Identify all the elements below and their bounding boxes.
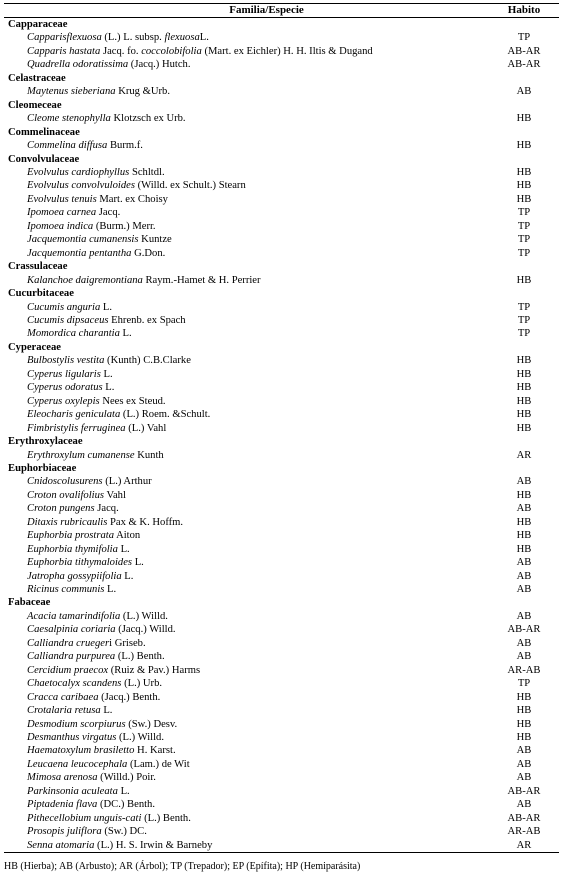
species-authority: (L.) Willd. bbox=[120, 610, 168, 622]
species-authority: (Kunth) C.B.Clarke bbox=[104, 355, 191, 367]
species-binomial: Maytenus sieberiana bbox=[27, 86, 116, 98]
species-name bbox=[4, 691, 489, 704]
species-row bbox=[4, 31, 559, 44]
species-authority: (L.) Benth. bbox=[141, 812, 191, 824]
species-binomial: Ditaxis rubricaulis bbox=[27, 516, 108, 528]
species-row bbox=[4, 704, 559, 717]
species-authority: (L.) Arthur bbox=[102, 476, 152, 488]
species-authority: (Sw.) Desv. bbox=[125, 718, 178, 730]
species-binomial: Ipomoea indica bbox=[27, 220, 94, 232]
species-authority: (Lam.) de Wit bbox=[127, 758, 190, 770]
habit-value: AB-AR bbox=[507, 59, 541, 71]
species-row bbox=[4, 798, 559, 811]
species-row bbox=[4, 233, 559, 246]
species-row bbox=[4, 812, 559, 825]
habit-value: AB bbox=[516, 557, 532, 569]
habit-value: AB-AR bbox=[507, 785, 541, 797]
family-row bbox=[4, 72, 559, 85]
species-name bbox=[4, 368, 489, 381]
species-row bbox=[4, 825, 559, 838]
species-authority: L. bbox=[100, 368, 113, 380]
species-table bbox=[4, 3, 559, 853]
species-name bbox=[4, 314, 489, 327]
species-name bbox=[4, 475, 489, 488]
table-header bbox=[4, 4, 559, 18]
species-row bbox=[4, 45, 559, 58]
species-row bbox=[4, 489, 559, 502]
species-authority: (Jacq.) Benth. bbox=[98, 691, 161, 703]
family-name: Cucurbitaceae bbox=[8, 288, 74, 300]
species-binomial: Calliandra purpurea bbox=[27, 651, 116, 663]
species-row bbox=[4, 691, 559, 704]
habit-value: HB bbox=[516, 166, 532, 178]
family-row bbox=[4, 462, 559, 475]
species-binomial: Piptadenia flava bbox=[27, 799, 98, 811]
species-binomial: Cleome stenophylla bbox=[27, 113, 111, 125]
species-name bbox=[4, 650, 489, 663]
species-row bbox=[4, 516, 559, 529]
species-binomial: Calliandra crueger bbox=[27, 637, 110, 649]
species-row bbox=[4, 422, 559, 435]
species-authority: L. bbox=[100, 705, 113, 717]
family-row bbox=[4, 596, 559, 609]
species-name bbox=[4, 556, 489, 569]
habit-value: HB bbox=[516, 180, 532, 192]
family-name: Fabaceae bbox=[8, 597, 51, 609]
habit-value: TP bbox=[517, 207, 531, 219]
species-binomial: Croton ovalifolius bbox=[27, 489, 105, 501]
habit-value: AB-AR bbox=[507, 45, 541, 57]
species-authority: (Jacq.) Willd. bbox=[115, 624, 176, 636]
habit-value: TP bbox=[517, 234, 531, 246]
species-binomial: Mimosa arenosa bbox=[27, 772, 98, 784]
species-name bbox=[4, 744, 489, 757]
species-binomial: Cyperus ligularis bbox=[27, 368, 101, 380]
species-binomial: Caesalpinia coriaria bbox=[27, 624, 116, 636]
species-binomial: Leucaena leucocephala bbox=[27, 758, 128, 770]
species-row bbox=[4, 771, 559, 784]
species-name bbox=[4, 45, 489, 58]
species-binomial: Momordica charantia bbox=[27, 328, 120, 340]
species-binomial: Pithecellobium unguis-cati bbox=[27, 812, 142, 824]
species-binomial: Cucumis anguria bbox=[27, 301, 101, 313]
habit-value: AB bbox=[516, 503, 532, 515]
species-binomial: Croton pungens bbox=[27, 503, 95, 515]
species-name bbox=[4, 610, 489, 623]
species-name bbox=[4, 543, 489, 556]
species-name bbox=[4, 112, 489, 125]
species-row bbox=[4, 583, 559, 596]
species-binomial: Cucumis dipsaceus bbox=[27, 314, 109, 326]
species-authority: (Jacq.) Hutch. bbox=[128, 59, 191, 71]
species-name bbox=[4, 637, 489, 650]
species-name bbox=[4, 274, 489, 287]
species-row bbox=[4, 193, 559, 206]
species-authority: L. bbox=[100, 301, 113, 313]
species-binomial: Euphorbia tithymaloides bbox=[27, 557, 133, 569]
habit-value: HB bbox=[516, 382, 532, 394]
species-row bbox=[4, 758, 559, 771]
species-name bbox=[4, 570, 489, 583]
habit-value: AR-AB bbox=[507, 664, 541, 676]
family-row bbox=[4, 287, 559, 300]
species-name bbox=[4, 301, 489, 314]
species-row bbox=[4, 650, 559, 663]
habit-value: HB bbox=[516, 193, 532, 205]
species-authority: Klotzsch ex Urb. bbox=[110, 113, 186, 125]
species-binomial: Quadrella odoratissima bbox=[27, 59, 129, 71]
species-binomial: Evolvulus convolvuloides bbox=[27, 180, 135, 192]
species-name bbox=[4, 395, 489, 408]
family-name: Celastraceae bbox=[8, 72, 66, 84]
species-authority: (Willd. ex Schult.) Stearn bbox=[134, 180, 246, 192]
column-header-habit: Habito bbox=[507, 4, 541, 16]
species-name bbox=[4, 85, 489, 98]
species-authority: Mart. ex Choisy bbox=[96, 193, 168, 205]
species-authority: H. Karst. bbox=[134, 745, 176, 757]
habit-value: HB bbox=[516, 368, 532, 380]
species-name bbox=[4, 354, 489, 367]
species-name bbox=[4, 731, 489, 744]
table-body bbox=[4, 18, 559, 852]
habit-value: AB bbox=[516, 772, 532, 784]
habit-value: AB-AR bbox=[507, 812, 541, 824]
species-name bbox=[4, 758, 489, 771]
habit-value: HB bbox=[516, 543, 532, 555]
species-row bbox=[4, 637, 559, 650]
habit-value: AR-AB bbox=[507, 826, 541, 838]
habit-value: HB bbox=[516, 274, 532, 286]
species-binomial: Acacia tamarindifolia bbox=[27, 610, 121, 622]
species-binomial: Cyperus oxylepis bbox=[27, 395, 100, 407]
species-authority: Krug &Urb. bbox=[115, 86, 170, 98]
species-name bbox=[4, 583, 489, 596]
species-authority: Aiton bbox=[114, 530, 141, 542]
habit-value: HB bbox=[516, 422, 532, 434]
habit-value: TP bbox=[517, 301, 531, 313]
species-name bbox=[4, 327, 489, 340]
species-row bbox=[4, 354, 559, 367]
species-binomial: Ipomoea carnea bbox=[27, 207, 97, 219]
species-authority: (Burm.) Merr. bbox=[93, 220, 156, 232]
family-row bbox=[4, 153, 559, 166]
species-binomial: Evolvulus cardiophyllus bbox=[27, 166, 130, 178]
species-name bbox=[4, 798, 489, 811]
species-binomial: Fimbristylis ferruginea bbox=[27, 422, 126, 434]
habit-value: HB bbox=[516, 355, 532, 367]
species-row bbox=[4, 314, 559, 327]
family-name: Convolvulaceae bbox=[8, 153, 80, 165]
species-row bbox=[4, 718, 559, 731]
table-footnote: HB (Hierba); AB (Arbusto); AR (Árbol); TP (Trepador); EP (Epífita); HP (Hemiparásita) bbox=[4, 861, 361, 872]
species-name bbox=[4, 785, 489, 798]
species-authority: (L.) Vahl bbox=[125, 422, 167, 434]
species-authority: Schltdl. bbox=[129, 166, 165, 178]
habit-value: AB bbox=[516, 745, 532, 757]
species-name bbox=[4, 233, 489, 246]
habit-value: HB bbox=[516, 409, 532, 421]
habit-value: AB bbox=[516, 476, 532, 488]
species-authority: Kuntze bbox=[138, 234, 172, 246]
species-authority: L. bbox=[117, 785, 130, 797]
species-row bbox=[4, 85, 559, 98]
species-authority: L. bbox=[121, 570, 134, 582]
species-authority: (Sw.) DC. bbox=[101, 826, 147, 838]
habit-value: AB bbox=[516, 799, 532, 811]
species-row bbox=[4, 449, 559, 462]
species-row bbox=[4, 543, 559, 556]
species-binomial: Euphorbia thymifolia bbox=[27, 543, 118, 555]
species-row bbox=[4, 623, 559, 636]
habit-value: AB bbox=[516, 570, 532, 582]
species-binomial: Desmanthus virgatus bbox=[27, 732, 117, 744]
species-authority: (L.) Benth. bbox=[115, 651, 165, 663]
habit-value: HB bbox=[516, 705, 532, 717]
species-name bbox=[4, 718, 489, 731]
family-row bbox=[4, 260, 559, 273]
species-binomial: Capparis hastata bbox=[27, 45, 101, 57]
species-binomial: flexuosa bbox=[164, 32, 200, 44]
species-binomial: Evolvulus tenuis bbox=[27, 193, 97, 205]
species-row bbox=[4, 839, 559, 852]
habit-value: HB bbox=[516, 530, 532, 542]
habit-value: TP bbox=[517, 32, 531, 44]
species-row bbox=[4, 179, 559, 192]
species-row bbox=[4, 112, 559, 125]
species-authority: Burm.f. bbox=[107, 140, 143, 152]
family-name: Cyperaceae bbox=[8, 341, 61, 353]
species-name bbox=[4, 381, 489, 394]
species-name bbox=[4, 516, 489, 529]
habit-value: HB bbox=[516, 395, 532, 407]
species-name bbox=[4, 408, 489, 421]
species-binomial: Parkinsonia aculeata bbox=[27, 785, 118, 797]
species-name bbox=[4, 179, 489, 192]
species-authority: Pax & K. Hoffm. bbox=[107, 516, 184, 528]
habit-value: HB bbox=[516, 718, 532, 730]
species-authority: L. bbox=[199, 32, 209, 44]
species-name bbox=[4, 489, 489, 502]
species-authority: (L.) H. S. Irwin & Barneby bbox=[94, 839, 213, 851]
habit-value: HB bbox=[516, 516, 532, 528]
species-row bbox=[4, 368, 559, 381]
species-authority: (L.) L. subsp. bbox=[101, 32, 165, 44]
family-row bbox=[4, 435, 559, 448]
species-binomial: Senna atomaria bbox=[27, 839, 95, 851]
family-row bbox=[4, 126, 559, 139]
species-row bbox=[4, 166, 559, 179]
species-name bbox=[4, 677, 489, 690]
species-name bbox=[4, 825, 489, 838]
species-authority: L. bbox=[104, 584, 117, 596]
species-binomial: coccolobifolia bbox=[141, 45, 202, 57]
species-name bbox=[4, 206, 489, 219]
species-row bbox=[4, 274, 559, 287]
habit-value: TP bbox=[517, 678, 531, 690]
species-authority: Kunth bbox=[134, 449, 164, 461]
habit-value: HB bbox=[516, 489, 532, 501]
species-row bbox=[4, 381, 559, 394]
species-row bbox=[4, 408, 559, 421]
species-binomial: Jatropha gossypiifolia bbox=[27, 570, 122, 582]
species-name bbox=[4, 502, 489, 515]
species-name bbox=[4, 220, 489, 233]
habit-value: AB-AR bbox=[507, 624, 541, 636]
species-binomial: Cercidium praecox bbox=[27, 664, 109, 676]
species-authority: Jacq. bbox=[94, 503, 119, 515]
species-row bbox=[4, 247, 559, 260]
species-row bbox=[4, 475, 559, 488]
species-row bbox=[4, 529, 559, 542]
habit-value: HB bbox=[516, 113, 532, 125]
habit-value: TP bbox=[517, 220, 531, 232]
species-name bbox=[4, 139, 489, 152]
species-row bbox=[4, 327, 559, 340]
species-row bbox=[4, 785, 559, 798]
species-name bbox=[4, 839, 489, 852]
habit-value: HB bbox=[516, 140, 532, 152]
species-name bbox=[4, 422, 489, 435]
species-name bbox=[4, 623, 489, 636]
species-name bbox=[4, 58, 489, 71]
species-authority: i Griseb. bbox=[109, 637, 146, 649]
family-row bbox=[4, 341, 559, 354]
species-authority: (Willd.) Poir. bbox=[97, 772, 156, 784]
species-authority: (Ruiz & Pav.) Harms bbox=[108, 664, 201, 676]
species-name bbox=[4, 166, 489, 179]
species-binomial: Euphorbia prostrata bbox=[27, 530, 115, 542]
family-name: Euphorbiaceae bbox=[8, 462, 77, 474]
species-binomial: Eleocharis geniculata bbox=[27, 409, 121, 421]
habit-value: AR bbox=[516, 839, 532, 851]
species-name bbox=[4, 664, 489, 677]
species-name bbox=[4, 31, 489, 44]
species-name bbox=[4, 449, 489, 462]
species-binomial: Jacquemontia cumanensis bbox=[27, 234, 139, 246]
species-authority: G.Don. bbox=[131, 247, 166, 259]
species-binomial: Jacquemontia pentantha bbox=[27, 247, 132, 259]
species-binomial: Haematoxylum brasiletto bbox=[27, 745, 135, 757]
species-row bbox=[4, 677, 559, 690]
species-binomial: Commelina diffusa bbox=[27, 140, 108, 152]
species-authority: Raym.-Hamet & H. Perrier bbox=[142, 274, 261, 286]
species-row bbox=[4, 139, 559, 152]
species-row bbox=[4, 206, 559, 219]
species-authority: Jacq. bbox=[96, 207, 121, 219]
species-binomial: Capparisflexuosa bbox=[27, 32, 102, 44]
species-row bbox=[4, 220, 559, 233]
species-authority: Ehrenb. ex Spach bbox=[108, 314, 186, 326]
column-header-species: Familia/Especie bbox=[229, 4, 304, 16]
species-authority: (DC.) Benth. bbox=[97, 799, 155, 811]
species-binomial: Cyperus odoratus bbox=[27, 382, 103, 394]
species-authority: (L.) Willd. bbox=[116, 732, 164, 744]
family-name: Erythroxylaceae bbox=[8, 436, 83, 448]
species-name bbox=[4, 812, 489, 825]
species-binomial: Cracca caribaea bbox=[27, 691, 99, 703]
species-row bbox=[4, 556, 559, 569]
species-name bbox=[4, 529, 489, 542]
species-binomial: Cnidoscolusurens bbox=[27, 476, 103, 488]
species-binomial: Kalanchoe daigremontiana bbox=[27, 274, 143, 286]
species-name bbox=[4, 771, 489, 784]
species-authority: (Mart. ex Eichler) H. H. Iltis & Dugand bbox=[201, 45, 373, 57]
species-row bbox=[4, 731, 559, 744]
species-binomial: Ricinus communis bbox=[27, 584, 105, 596]
habit-value: HB bbox=[516, 732, 532, 744]
species-binomial: Bulbostylis vestita bbox=[27, 355, 105, 367]
family-name: Capparaceae bbox=[8, 19, 68, 30]
habit-value: AB bbox=[516, 584, 532, 596]
species-binomial: Crotalaria retusa bbox=[27, 705, 101, 717]
habit-value: AB bbox=[516, 610, 532, 622]
habit-value: HB bbox=[516, 691, 532, 703]
species-authority: L. bbox=[132, 557, 144, 569]
species-authority: L. bbox=[102, 382, 115, 394]
species-binomial: Prosopis juliflora bbox=[27, 826, 102, 838]
species-authority: Vahl bbox=[104, 489, 126, 501]
species-authority: L. bbox=[117, 543, 130, 555]
habit-value: TP bbox=[517, 247, 531, 259]
family-name: Cleomeceae bbox=[8, 99, 62, 111]
species-binomial: Erythroxylum cumanense bbox=[27, 449, 135, 461]
species-row bbox=[4, 570, 559, 583]
habit-value: AB bbox=[516, 651, 532, 663]
habit-value: AR bbox=[516, 449, 532, 461]
species-authority: Nees ex Steud. bbox=[99, 395, 166, 407]
habit-value: TP bbox=[517, 328, 531, 340]
family-name: Commelinaceae bbox=[8, 126, 80, 138]
species-binomial: Desmodium scorpiurus bbox=[27, 718, 126, 730]
species-row bbox=[4, 610, 559, 623]
habit-value: TP bbox=[517, 314, 531, 326]
species-row bbox=[4, 58, 559, 71]
species-authority: (L.) Roem. &Schult. bbox=[120, 409, 211, 421]
species-row bbox=[4, 664, 559, 677]
species-authority: (L.) Urb. bbox=[121, 678, 163, 690]
family-row bbox=[4, 99, 559, 112]
species-binomial: Chaetocalyx scandens bbox=[27, 678, 122, 690]
habit-value: AB bbox=[516, 86, 532, 98]
species-name bbox=[4, 193, 489, 206]
habit-value: AB bbox=[516, 637, 532, 649]
species-name bbox=[4, 704, 489, 717]
species-authority: L. bbox=[119, 328, 132, 340]
species-row bbox=[4, 744, 559, 757]
family-row bbox=[4, 18, 559, 31]
species-name bbox=[4, 247, 489, 260]
species-authority: Jacq. fo. bbox=[100, 45, 142, 57]
species-row bbox=[4, 502, 559, 515]
family-name: Crassulaceae bbox=[8, 261, 68, 273]
species-row bbox=[4, 301, 559, 314]
habit-value: AB bbox=[516, 758, 532, 770]
species-row bbox=[4, 395, 559, 408]
